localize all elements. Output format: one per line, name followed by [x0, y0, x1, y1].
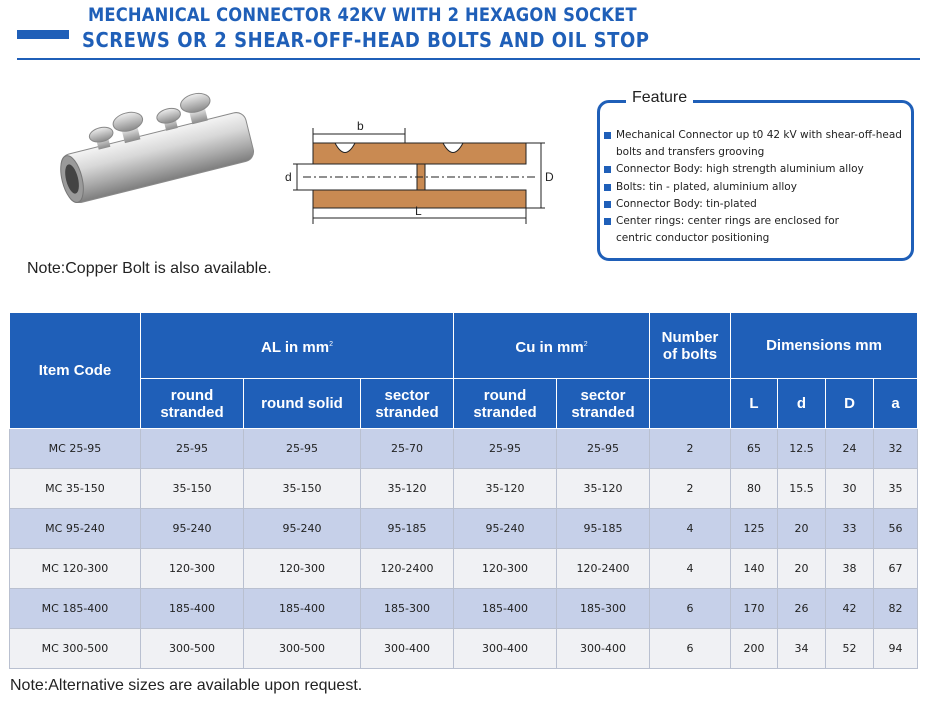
cell-al-round-solid: 25-95: [244, 429, 361, 469]
feature-title: Feature: [626, 89, 693, 107]
cell-bolts: 4: [650, 549, 731, 589]
drawing-label-b: b: [357, 119, 364, 133]
table-row: [10, 589, 918, 629]
cell-cu-round-stranded: 25-95: [454, 429, 557, 469]
drawing-label-d: d: [285, 170, 292, 184]
table-row: [10, 629, 918, 669]
feature-item: [603, 179, 911, 196]
cell-dim-d: 12.5: [778, 429, 826, 469]
cell-dim-d: 20: [778, 509, 826, 549]
header-item-code: Item Code: [10, 313, 141, 429]
cell-al-round-solid: 35-150: [244, 469, 361, 509]
cell-dim-D: 38: [826, 549, 874, 589]
cell-dim-d: 15.5: [778, 469, 826, 509]
feature-item-text: Bolts: tin - plated, aluminium alloy: [616, 180, 797, 193]
feature-item-text: bolts and transfers grooving: [616, 146, 765, 159]
cell-dim-D: 30: [826, 469, 874, 509]
cell-item-code: MC 300-500: [10, 629, 141, 669]
feature-item-text: Center rings: center rings are enclosed for: [616, 215, 839, 228]
feature-item: [603, 144, 911, 161]
cell-dim-L: 140: [731, 549, 778, 589]
cell-dim-d: 26: [778, 589, 826, 629]
cell-cu-round-stranded: 95-240: [454, 509, 557, 549]
page-title-line2: SCREWS OR 2 SHEAR-OFF-HEAD BOLTS AND OIL STOP: [82, 28, 650, 52]
cell-cu-round-stranded: 35-120: [454, 469, 557, 509]
cell-dim-a: 94: [874, 629, 918, 669]
cell-al-sector-stranded: 185-300: [361, 589, 454, 629]
note-alternative-sizes: Note:Alternative sizes are available upon request.: [10, 677, 363, 694]
cell-dim-a: 82: [874, 589, 918, 629]
feature-list: [603, 127, 911, 247]
note-copper-bolt: Note:Copper Bolt is also available.: [27, 260, 272, 277]
cell-dim-L: 125: [731, 509, 778, 549]
header-al-round-stranded: round stranded: [141, 379, 244, 429]
cell-dim-a: 32: [874, 429, 918, 469]
cell-cu-sector-stranded: 185-300: [557, 589, 650, 629]
cell-dim-a: 56: [874, 509, 918, 549]
header-dim-d: d: [778, 379, 826, 429]
cell-dim-a: 35: [874, 469, 918, 509]
feature-item: [603, 196, 911, 213]
cell-cu-round-stranded: 185-400: [454, 589, 557, 629]
cell-cu-sector-stranded: 300-400: [557, 629, 650, 669]
header-bolts-blank: [650, 379, 731, 429]
cell-item-code: MC 25-95: [10, 429, 141, 469]
cell-item-code: MC 95-240: [10, 509, 141, 549]
cell-al-sector-stranded: 95-185: [361, 509, 454, 549]
cell-al-round-stranded: 35-150: [141, 469, 244, 509]
cell-dim-d: 20: [778, 549, 826, 589]
feature-item-text: centric conductor positioning: [616, 232, 770, 245]
title-divider: [17, 58, 920, 60]
header-dim-a: a: [874, 379, 918, 429]
header-cu: Cu in $mm^2$: [454, 313, 650, 379]
cell-dim-D: 52: [826, 629, 874, 669]
table-row: [10, 509, 918, 549]
cell-bolts: 6: [650, 629, 731, 669]
header-al-sector-stranded: sector stranded: [361, 379, 454, 429]
bullet-square-icon: [604, 201, 611, 208]
cell-dim-D: 42: [826, 589, 874, 629]
header-al: AL in $mm^2$: [141, 313, 454, 379]
cell-al-sector-stranded: 35-120: [361, 469, 454, 509]
header-dimensions: Dimensions mm: [731, 313, 918, 379]
cell-al-round-solid: 185-400: [244, 589, 361, 629]
bullet-square-icon: [604, 184, 611, 191]
feature-item: [603, 161, 911, 178]
cell-cu-sector-stranded: 95-185: [557, 509, 650, 549]
spec-table: [9, 312, 918, 669]
cell-al-round-stranded: 25-95: [141, 429, 244, 469]
cell-bolts: 4: [650, 509, 731, 549]
bullet-square-icon: [604, 132, 611, 139]
cell-al-sector-stranded: 300-400: [361, 629, 454, 669]
connector-photo: [45, 88, 270, 203]
cell-al-round-stranded: 185-400: [141, 589, 244, 629]
drawing-label-D: D: [545, 170, 554, 184]
cell-dim-D: 33: [826, 509, 874, 549]
cell-cu-sector-stranded: 25-95: [557, 429, 650, 469]
feature-item: [603, 127, 911, 144]
cell-bolts: 2: [650, 469, 731, 509]
table-row: [10, 549, 918, 589]
cell-al-round-stranded: 300-500: [141, 629, 244, 669]
header-dim-D: D: [826, 379, 874, 429]
header-al-round-solid: round solid: [244, 379, 361, 429]
cell-al-round-solid: 300-500: [244, 629, 361, 669]
cell-item-code: MC 120-300: [10, 549, 141, 589]
cell-cu-round-stranded: 300-400: [454, 629, 557, 669]
cell-bolts: 2: [650, 429, 731, 469]
feature-item-text: Connector Body: tin-plated: [616, 197, 757, 210]
table-row: [10, 469, 918, 509]
drawing-label-L: L: [415, 204, 422, 218]
dimension-drawing: [283, 118, 558, 238]
bullet-square-icon: [604, 166, 611, 173]
cell-cu-sector-stranded: 120-2400: [557, 549, 650, 589]
feature-item-text: Connector Body: high strength aluminium alloy: [616, 163, 864, 176]
cell-al-sector-stranded: 120-2400: [361, 549, 454, 589]
cell-dim-D: 24: [826, 429, 874, 469]
cell-dim-L: 200: [731, 629, 778, 669]
cell-dim-L: 65: [731, 429, 778, 469]
header-cu-sector-stranded: sector stranded: [557, 379, 650, 429]
title-accent-bar: [17, 30, 69, 39]
cell-cu-sector-stranded: 35-120: [557, 469, 650, 509]
cell-item-code: MC 185-400: [10, 589, 141, 629]
cell-cu-round-stranded: 120-300: [454, 549, 557, 589]
cell-dim-L: 80: [731, 469, 778, 509]
cell-bolts: 6: [650, 589, 731, 629]
page-title-line1: MECHANICAL CONNECTOR 42KV WITH 2 HEXAGON SOCKET: [88, 4, 637, 26]
cell-al-round-solid: 95-240: [244, 509, 361, 549]
feature-item: [603, 230, 911, 247]
cell-al-sector-stranded: 25-70: [361, 429, 454, 469]
cell-item-code: MC 35-150: [10, 469, 141, 509]
cell-dim-L: 170: [731, 589, 778, 629]
cell-dim-d: 34: [778, 629, 826, 669]
cell-dim-a: 67: [874, 549, 918, 589]
table-row: [10, 429, 918, 469]
header-cu-round-stranded: round stranded: [454, 379, 557, 429]
cell-al-round-stranded: 120-300: [141, 549, 244, 589]
header-number-of-bolts: Number of bolts: [650, 313, 731, 379]
header-dim-L: L: [731, 379, 778, 429]
bullet-square-icon: [604, 218, 611, 225]
cell-al-round-stranded: 95-240: [141, 509, 244, 549]
feature-item-text: Mechanical Connector up t0 42 kV with shear-off-head: [616, 129, 902, 141]
feature-item: [603, 213, 911, 230]
cell-al-round-solid: 120-300: [244, 549, 361, 589]
